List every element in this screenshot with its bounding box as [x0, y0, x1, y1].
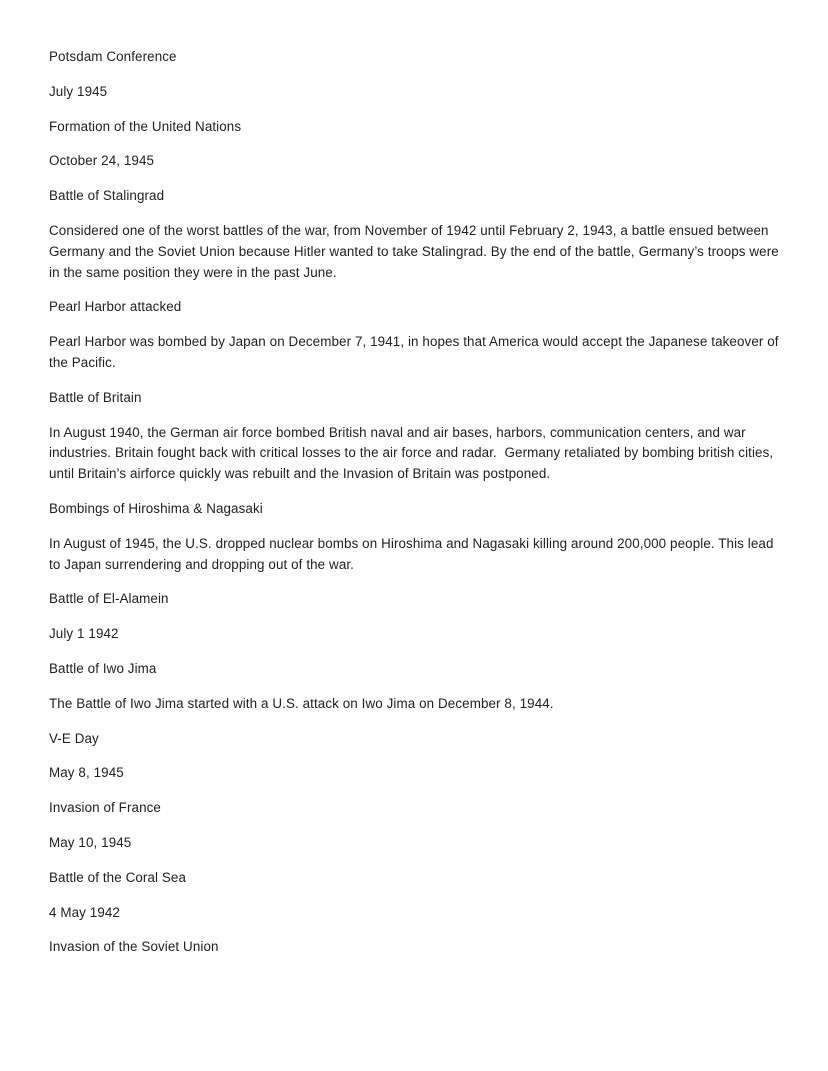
event-date: July 1945	[49, 83, 108, 99]
event-description: Pearl Harbor was bombed by Japan on December 7, 1941, in hopes that America would accept the Japanese takeover of the Pacific.	[49, 334, 783, 370]
event-name: V-E Day	[49, 730, 99, 746]
event-description: In August 1940, the German air force bombed British naval and air bases, harbors, communication centers, and war industries. Britain fought back with critical losses to the air force and radar. Germany retaliated by bombing british cities, until Britain’s airforce quickly was rebuilt and the Invasion of Britain was postponed.	[49, 424, 778, 482]
event-name: Battle of Britain	[49, 389, 142, 405]
event-date: May 10, 1945	[49, 834, 132, 850]
event-name: Pearl Harbor attacked	[49, 299, 182, 315]
event-name: Formation of the United Nations	[49, 118, 242, 134]
document-body	[49, 47, 781, 972]
event-name: Invasion of the Soviet Union	[49, 939, 219, 955]
event-description: The Battle of Iwo Jima started with a U.S. attack on Iwo Jima on December 8, 1944.	[49, 695, 554, 711]
event-name: Battle of Iwo Jima	[49, 660, 157, 676]
event-name: Battle of El-Alamein	[49, 591, 169, 607]
event-name: Battle of Stalingrad	[49, 188, 165, 204]
event-name: Bombings of Hiroshima & Nagasaki	[49, 500, 263, 516]
event-description: In August of 1945, the U.S. dropped nuclear bombs on Hiroshima and Nagasaki killing around 200,000 people. This lead to Japan surrendering and dropping out of the war.	[49, 535, 778, 572]
event-name: Invasion of France	[49, 800, 161, 816]
event-date: 4 May 1942	[49, 904, 120, 920]
event-name: Battle of the Coral Sea	[49, 869, 187, 885]
event-date: May 8, 1945	[49, 765, 124, 781]
event-description: Considered one of the worst battles of the war, from November of 1942 until February 2, 1943, a battle ensued between Germany and the Soviet Union because Hitler wanted to take Stalingrad. By the end of the battle, Germany’s troops were in the same position they were in the past June.	[49, 222, 783, 280]
event-date: October 24, 1945	[49, 153, 155, 169]
event-date: July 1 1942	[49, 626, 119, 642]
event-name: Potsdam Conference	[49, 49, 177, 64]
